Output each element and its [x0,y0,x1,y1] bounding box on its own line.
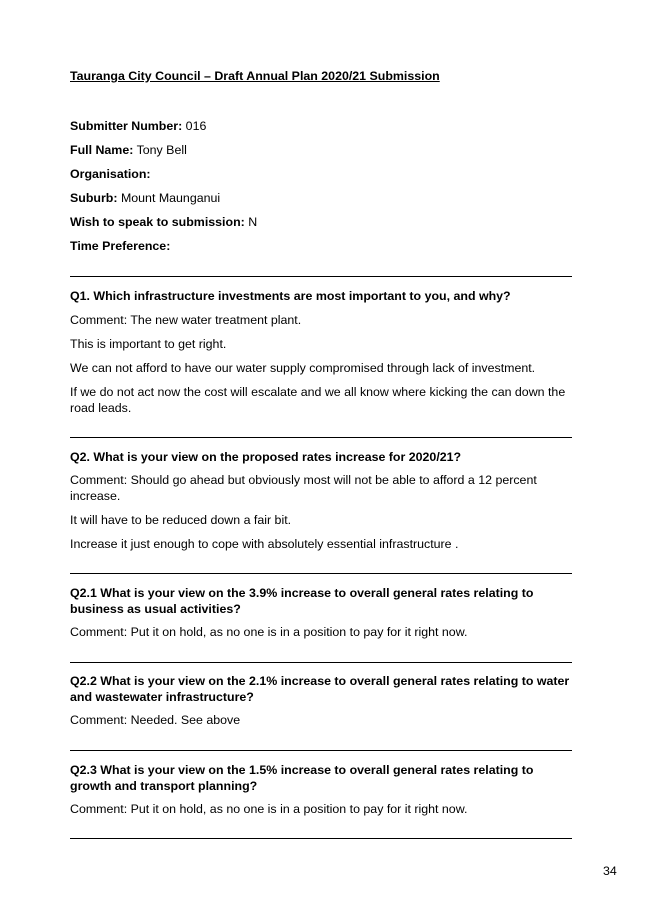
page-number: 34 [603,864,617,878]
q2-3-paragraph-1: Comment: Put it on hold, as no one is in a position to pay for it right now. [70,802,468,816]
suburb-value: Mount Maunganui [120,191,221,205]
divider [70,662,572,663]
divider [70,276,572,277]
q1-paragraph-2: This is important to get right. [70,337,227,351]
q2-paragraph-1: Comment: Should go ahead but obviously most will not be able to afford a 12 percent increase. [70,473,537,503]
full-name-label: Full Name: [70,143,134,157]
q2-paragraph-3: Increase it just enough to cope with absolutely essential infrastructure . [70,537,459,551]
speak-field [70,214,257,230]
submitter-number-value: 016 [185,119,207,133]
divider [70,437,572,438]
suburb-field [70,190,220,206]
divider [70,573,572,574]
full-name-value: Tony Bell [136,143,187,157]
q1-paragraph-4: If we do not act now the cost will escalate and we all know where kicking the can down the road leads. [70,385,566,415]
q2-paragraph-2: It will have to be reduced down a fair bit. [70,513,292,527]
q2-2-paragraph-1: Comment: Needed. See above [70,713,241,727]
q1-paragraph-1: Comment: The new water treatment plant. [70,313,302,327]
submitter-number-label: Submitter Number: [70,119,183,133]
q1-paragraph-3: We can not afford to have our water supply compromised through lack of investment. [70,361,536,375]
question-2-2: Q2.2 What is your view on the 2.1% increase to overall general rates relating to water and wastewater infrastructure? [70,674,570,704]
document-title: Tauranga City Council – Draft Annual Plan 2020/21 Submission [70,69,440,83]
organisation-label: Organisation: [70,167,151,181]
submitter-number-field [70,118,206,134]
time-preference-field [70,238,170,254]
time-preference-label: Time Preference: [70,239,171,253]
suburb-label: Suburb: [70,191,118,205]
divider [70,750,572,751]
speak-value: N [248,215,258,229]
speak-label: Wish to speak to submission: [70,215,245,229]
question-2: Q2. What is your view on the proposed rates increase for 2020/21? [70,450,462,464]
divider [70,838,572,839]
full-name-field [70,142,187,158]
organisation-field [70,166,151,182]
question-2-1: Q2.1 What is your view on the 3.9% increase to overall general rates relating to business as usual activities? [70,586,534,616]
q2-1-paragraph-1: Comment: Put it on hold, as no one is in a position to pay for it right now. [70,625,468,639]
question-1: Q1. Which infrastructure investments are most important to you, and why? [70,289,511,303]
question-2-3: Q2.3 What is your view on the 1.5% increase to overall general rates relating to growth and transport planning? [70,763,534,793]
